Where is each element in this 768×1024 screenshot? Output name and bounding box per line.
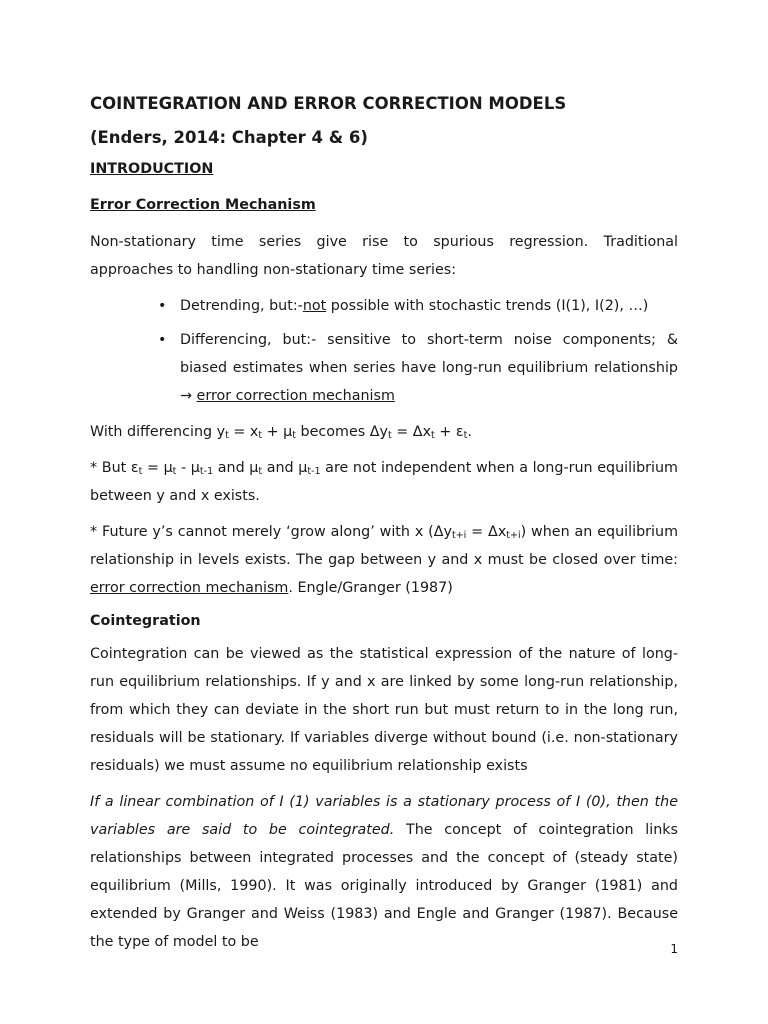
equation-differencing: [90, 418, 678, 446]
note-text: and μ: [213, 460, 259, 476]
bullet-link-text: error correction mechanism: [196, 388, 395, 404]
note-link-text: error correction mechanism: [90, 580, 289, 596]
note-subscript: t-1: [199, 466, 214, 477]
note-text: - μ: [176, 460, 200, 476]
eq-text: becomes Δy: [296, 424, 388, 440]
eq-text: = Δx: [391, 424, 432, 440]
note-future-growth: [90, 518, 678, 602]
page-content: [90, 92, 678, 956]
note-subscript: t+i: [506, 530, 521, 541]
eq-text: = x: [228, 424, 259, 440]
eq-subscript: t: [463, 430, 468, 441]
note-text: * But ε: [90, 460, 139, 476]
note-independence: [90, 454, 678, 510]
note-subscript: t: [138, 466, 143, 477]
note-text: are not independent when a long-run equilibrium between y and x exists.: [90, 460, 678, 504]
note-text: . Engle/Granger (1987): [288, 580, 453, 596]
definition-italic-text: If a linear combination of I (1) variables is a stationary process of I (0), then the variables are said to be cointegrated.: [90, 794, 678, 838]
bullet-text: possible with stochastic trends (I(1), I(2), …): [326, 298, 649, 314]
arrow-icon: →: [180, 388, 192, 404]
section-heading-introduction: INTRODUCTION: [90, 161, 214, 177]
eq-subscript: t: [258, 430, 263, 441]
bullet-item-detrending: [90, 292, 678, 320]
eq-text: .: [467, 424, 472, 440]
eq-text: With differencing y: [90, 424, 226, 440]
document-title: COINTEGRATION AND ERROR CORRECTION MODELS: [90, 94, 567, 113]
bullet-emphasis: not: [302, 298, 327, 314]
bullet-icon: •: [158, 298, 167, 314]
note-text: * Future y’s cannot merely ‘grow along’ with x (Δy: [90, 524, 452, 540]
paragraph-definition: [90, 788, 678, 956]
note-subscript: t: [172, 466, 177, 477]
eq-subscript: t: [225, 430, 229, 441]
eq-text: + ε: [434, 424, 464, 440]
note-text: ) when an equilibrium relationship in levels exists. The gap between y and x must be closed over time:: [90, 524, 678, 568]
note-subscript: t+i: [451, 530, 467, 541]
bullet-text: Differencing, but:- sensitive to short-term noise components; & biased estimates when series have long-run equilibrium relationship: [180, 332, 678, 376]
note-subscript: t-1: [307, 466, 321, 477]
note-subscript: t: [258, 466, 263, 477]
bullet-list: [90, 292, 678, 410]
subsection-heading-error-correction: Error Correction Mechanism: [90, 197, 316, 213]
eq-subscript: t: [388, 430, 392, 441]
note-text: = Δx: [466, 524, 507, 540]
bullet-icon: •: [158, 332, 167, 348]
bullet-item-differencing: [90, 326, 678, 410]
page-number: 1: [670, 942, 678, 956]
subsection-heading-cointegration: Cointegration: [90, 613, 201, 629]
eq-text: + μ: [262, 424, 293, 440]
eq-subscript: t: [431, 430, 435, 441]
paragraph-cointegration: Cointegration can be viewed as the statistical expression of the nature of long-run equilibrium relationships. If y and x are linked by some long-run relationship, from which they can deviate in the short run but must return to in the long run, residuals will be stationary. If variables diverge without bound (i.e. non-stationary residuals) we must assume no equilibrium relationship exists: [90, 646, 678, 774]
note-text: = μ: [142, 460, 173, 476]
paragraph-non-stationary: Non-stationary time series give rise to spurious regression. Traditional approaches to handling non-stationary time series:: [90, 234, 678, 278]
eq-subscript: t: [292, 430, 297, 441]
bullet-text: Detrending, but:-: [180, 298, 303, 314]
definition-text: The concept of cointegration links relationships between integrated processes and the concept of (steady state) equilibrium (Mills, 1990). It was originally introduced by Granger (1981) and extended by Granger and Weiss (1983) and Engle and Granger (1987). Because the type of model to be: [90, 822, 678, 950]
document-subtitle: (Enders, 2014: Chapter 4 & 6): [90, 128, 368, 147]
note-text: and μ: [262, 460, 308, 476]
